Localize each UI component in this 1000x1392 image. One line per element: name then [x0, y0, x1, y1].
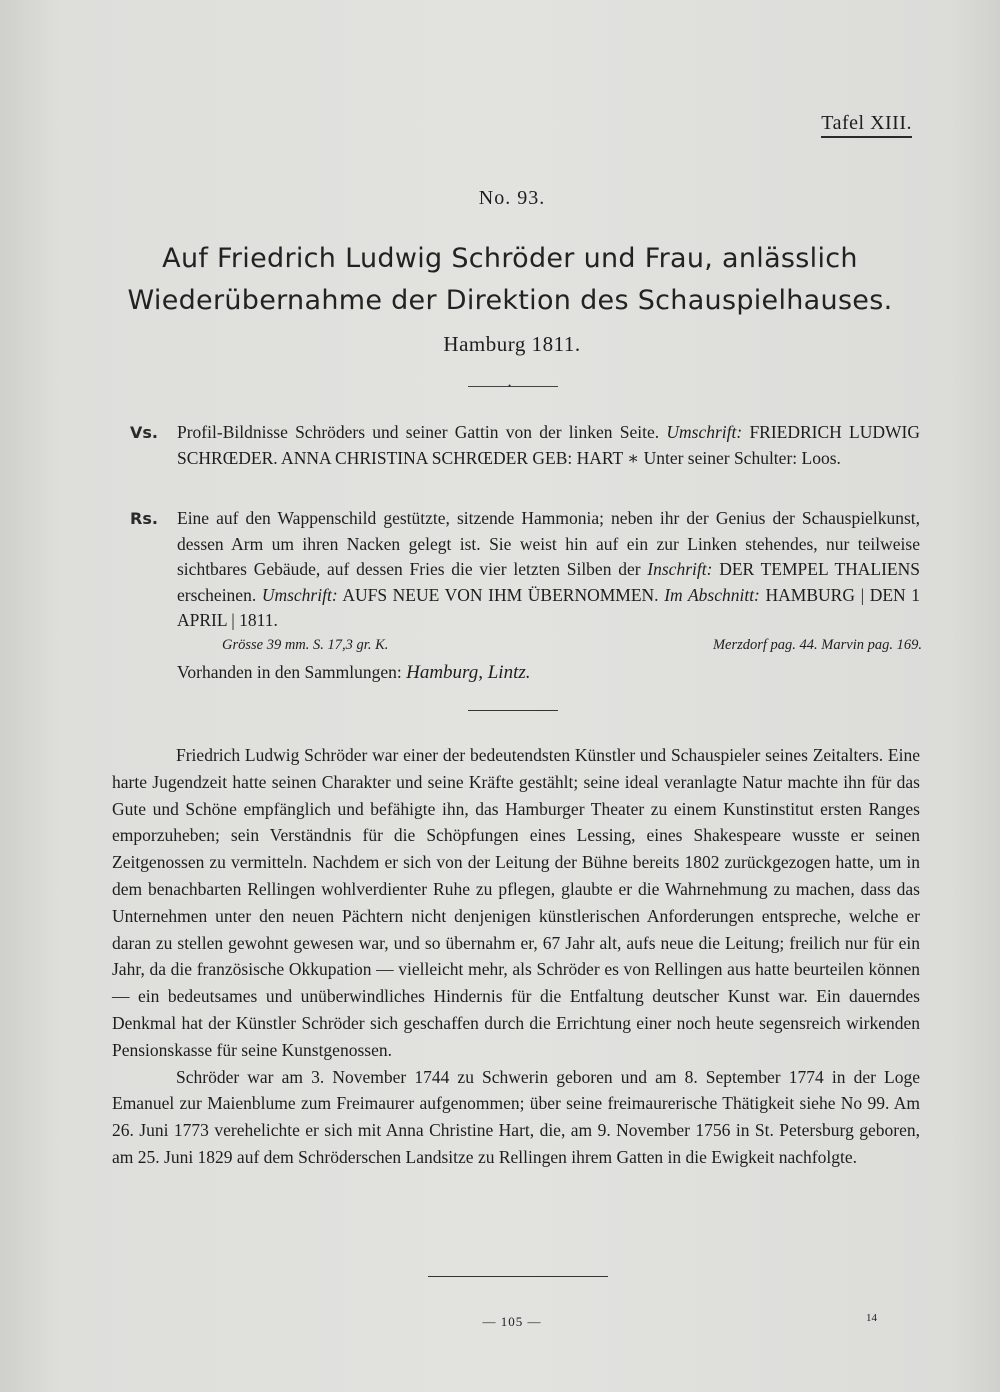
ornament-dot-icon: •	[508, 381, 512, 391]
reverse-text: Eine auf den Wappenschild gestützte, sitzende Hammonia; neben ihr der Genius der Schauspielkunst, dessen Arm um ihren Nacken gelegt ist. Sie weist hin auf ein zur Linken stehendes, nur teilweise sichtbares Gebäude, auf dessen Fries die vier letzten Silben der Inschrift: DER TEMPEL THALIENS erscheinen. Umschrift: AUFS NEUE VON IHM ÜBERNOMMEN. Im Abschnitt: HAMBURG | DEN 1 APRIL | 1811.	[177, 508, 921, 630]
page-title	[100, 238, 920, 322]
collections-label: Vorhanden in den Sammlungen:	[177, 662, 402, 682]
reverse-section	[130, 506, 920, 634]
plate-label: Tafel XIII.	[821, 112, 912, 138]
collections-line	[177, 660, 877, 685]
entry-number: No. 93.	[478, 187, 546, 209]
section-divider	[468, 710, 558, 711]
signature-mark: 14	[866, 1312, 877, 1324]
reverse-label: Rs.	[130, 509, 158, 528]
ornament-rule	[468, 386, 558, 387]
page-number: — 105 —	[482, 1314, 542, 1329]
size-weight: Grösse 39 mm. S. 17,3 gr. K.	[222, 637, 389, 653]
place-year: Hamburg 1811.	[443, 332, 581, 356]
footer-divider	[428, 1276, 608, 1277]
body-text	[112, 742, 920, 1171]
paragraph-1: Friedrich Ludwig Schröder war einer der bedeutendsten Künstler und Schauspieler seines Zeitalters. Eine harte Jugendzeit hatte seinen Charakter und seine Kräfte gestählt; seine ideal veranlagte Natur machte ihn für das Gute und Schöne empfänglich und befähigte ihn, das Hamburger Theater zu einem Kunstinstitut ersten Ranges emporzuheben; sein Verständnis für die Schöpfungen eines Lessing, eines Shakespeare wusste er seinen Zeitgenossen zu vermitteln. Nachdem er sich von der Leitung der Bühne bereits 1802 zurückgezogen hatte, um in dem benachbarten Rellingen wohlverdienter Ruhe zu pflegen, glaubte er die Wahrnehmung zu machen, dass das Unternehmen unter den neuen Pächtern nicht denjenigen künstlerischen Anforderungen entspreche, welche er daran zu stellen gewohnt gewesen war, und so übernahm er, 67 Jahr alt, aufs neue die Leitung; freilich nur für ein Jahr, da die französische Okkupation — vielleicht mehr, als Schröder es von Rellingen aus hatte beurteilen können — ein bedeutsames und unüberwindliches Hindernis für die Entfaltung deutscher Kunst war. Ein dauerndes Denkmal hat der Künstler Schröder sich geschaffen durch die Errichtung einer noch heute segensreich wirkenden Pensionskasse für seine Kunstgenossen.	[112, 745, 920, 1060]
title-line-1: Auf Friedrich Ludwig Schröder und Frau, anlässlich	[162, 243, 858, 274]
obverse-section	[130, 420, 920, 471]
paragraph-2: Schröder war am 3. November 1744 zu Schwerin geboren und am 8. September 1774 in der Loge Emanuel zur Maienblume zum Freimaurer aufgenommen; über seine freimaurerische Thätigkeit siehe No 99. Am 26. Juni 1773 verehelichte er sich mit Anna Christine Hart, die, am 9. November 1756 in St. Petersburg geboren, am 25. Juni 1829 auf dem Schröderschen Landsitze zu Rellingen ihrem Gatten in die Ewigkeit nachfolgte.	[112, 1066, 920, 1167]
obverse-label: Vs.	[130, 423, 158, 442]
title-line-2: Wiederübernahme der Direktion des Schauspielhauses.	[127, 285, 893, 316]
obverse-text: Profil-Bildnisse Schröders und seiner Gattin von der linken Seite. Umschrift: FRIEDRICH LUDWIG SCHRŒDER. ANNA CHRISTINA SCHRŒDER GEB: HART ∗ Unter seiner Schulter: Loos.	[177, 422, 920, 468]
collections-value: Hamburg, Lintz.	[406, 662, 531, 683]
references: Merzdorf pag. 44. Marvin pag. 169.	[712, 637, 922, 653]
medal-metadata	[222, 636, 922, 654]
